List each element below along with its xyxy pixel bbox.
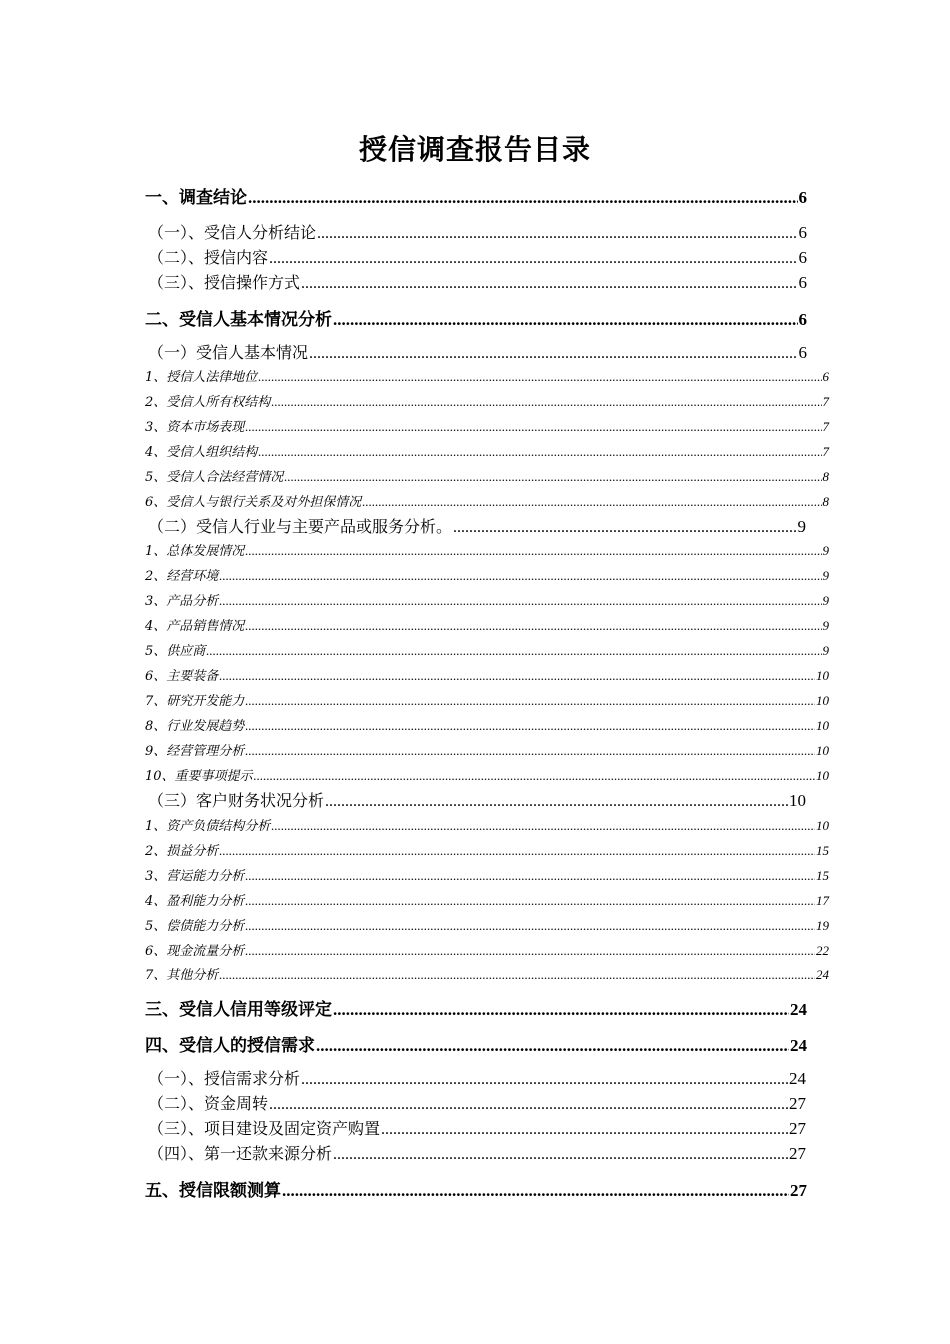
dot-leader (219, 967, 815, 983)
toc-entry-label: 6、现金流量分析 (145, 944, 245, 959)
toc-entry-label: 6、受信人与银行关系及对外担保情况 (145, 495, 362, 510)
dot-leader (381, 1121, 788, 1139)
toc-entry-label: 6、主要装备 (145, 669, 219, 684)
document-title: 授信调查报告目录 (358, 133, 591, 166)
toc-entry-label: （一）、授信需求分析 (148, 1069, 301, 1088)
toc-entry-page-number: 6 (798, 223, 807, 242)
toc-entry[interactable] (148, 514, 806, 537)
toc-entry-label: （二）、资金周转 (148, 1094, 269, 1113)
toc-entry-label: （四）、第一还款来源分析 (148, 1144, 333, 1163)
toc-entry-page-number: 6 (798, 188, 807, 207)
dot-leader (254, 768, 815, 784)
toc-entry-page-number: 7 (822, 394, 829, 409)
toc-entry[interactable] (148, 788, 806, 811)
toc-entry[interactable] (145, 740, 829, 759)
toc-entry-label: 3、资本市场表现 (145, 420, 245, 435)
toc-entry[interactable] (145, 1031, 807, 1056)
dot-leader (317, 225, 797, 243)
dot-leader (245, 893, 815, 909)
dot-leader (453, 519, 796, 537)
toc-entry-label: 10、重要事项提示 (145, 769, 253, 784)
dot-leader (245, 943, 815, 959)
toc-entry-label: （一）受信人基本情况 (148, 343, 309, 362)
toc-entry-page-number: 17 (816, 893, 829, 908)
toc-entry-label: 3、产品分析 (145, 594, 219, 609)
toc-entry-label: 5、供应商 (145, 644, 206, 659)
dot-leader (245, 693, 815, 709)
toc-entry-label: 7、其他分析 (145, 968, 219, 983)
toc-entry[interactable] (145, 915, 829, 934)
toc-entry-page-number: 10 (816, 718, 829, 733)
toc-entry[interactable] (145, 715, 829, 734)
toc-entry[interactable] (145, 690, 829, 709)
toc-entry-page-number: 10 (816, 768, 829, 783)
toc-entry-page-number: 27 (789, 1144, 806, 1163)
toc-entry-page-number: 6 (822, 369, 829, 384)
toc-entry-label: 2、损益分析 (145, 844, 219, 859)
dot-leader (333, 1000, 789, 1020)
dot-leader (333, 1146, 788, 1164)
toc-entry-page-number: 6 (798, 248, 807, 267)
dot-leader (245, 543, 821, 559)
toc-entry[interactable] (145, 665, 829, 684)
toc-entry[interactable] (145, 765, 829, 784)
toc-entry-page-number: 10 (816, 668, 829, 683)
toc-entry[interactable] (145, 615, 829, 634)
toc-entry-page-number: 15 (816, 843, 829, 858)
toc-entry-page-number: 8 (822, 469, 829, 484)
dot-leader (271, 394, 821, 410)
toc-entry-label: （一）、受信人分析结论 (148, 223, 317, 242)
toc-entry[interactable] (145, 840, 829, 859)
toc-entry-page-number: 27 (790, 1181, 807, 1200)
dot-leader (271, 818, 815, 834)
toc-entry[interactable] (148, 220, 807, 243)
toc-entry-page-number: 10 (816, 818, 829, 833)
toc-entry-label: 9、经营管理分析 (145, 744, 245, 759)
toc-entry[interactable] (145, 1176, 807, 1201)
dot-leader (245, 918, 815, 934)
toc-entry-page-number: 6 (798, 343, 807, 362)
toc-entry-label: 5、偿债能力分析 (145, 919, 245, 934)
toc-entry-label: 3、营运能力分析 (145, 869, 245, 884)
toc-entry-label: （三）、授信操作方式 (148, 273, 301, 292)
dot-leader (206, 643, 821, 659)
dot-leader (301, 1071, 788, 1089)
toc-entry-page-number: 27 (789, 1094, 806, 1113)
toc-entry-page-number: 24 (816, 967, 829, 982)
toc-entry-page-number: 7 (822, 419, 829, 434)
dot-leader (245, 718, 815, 734)
dot-leader (245, 868, 815, 884)
dot-leader (284, 469, 821, 485)
toc-entry-label: （三）客户财务状况分析 (148, 791, 325, 810)
toc-entry[interactable] (145, 466, 829, 485)
toc-entry-page-number: 9 (822, 593, 829, 608)
dot-leader (269, 250, 797, 268)
toc-entry[interactable] (145, 995, 807, 1020)
toc-entry-label: 一、调查结论 (145, 188, 247, 208)
dot-leader (245, 419, 821, 435)
dot-leader (219, 843, 815, 859)
toc-entry-label: 1、总体发展情况 (145, 544, 245, 559)
dot-leader (269, 1096, 788, 1114)
toc-entry[interactable] (145, 305, 807, 330)
toc-entry[interactable] (148, 1141, 806, 1164)
dot-leader (258, 369, 821, 385)
toc-entry-label: 五、授信限额测算 (145, 1181, 281, 1201)
toc-entry-page-number: 9 (822, 643, 829, 658)
dot-leader (362, 494, 821, 510)
toc-entry-label: （三）、项目建设及固定资产购置 (148, 1119, 381, 1138)
toc-entry-page-number: 10 (816, 743, 829, 758)
toc-entry[interactable] (145, 540, 829, 559)
toc-entry-label: 4、产品销售情况 (145, 619, 245, 634)
dot-leader (219, 568, 821, 584)
toc-entry-page-number: 24 (789, 1069, 806, 1088)
toc-entry[interactable] (145, 565, 829, 584)
toc-entry[interactable] (145, 815, 829, 834)
toc-entry-label: 二、受信人基本情况分析 (145, 310, 332, 330)
toc-entry[interactable] (148, 245, 807, 268)
toc-entry-page-number: 27 (789, 1119, 806, 1138)
toc-entry[interactable] (145, 391, 829, 410)
toc-entry-page-number: 10 (789, 791, 806, 810)
toc-entry-label: 7、研究开发能力 (145, 694, 245, 709)
toc-entry[interactable] (145, 590, 829, 609)
toc-entry-page-number: 7 (822, 444, 829, 459)
dot-leader (282, 1181, 789, 1201)
dot-leader (316, 1036, 789, 1056)
toc-entry-label: 5、受信人合法经营情况 (145, 470, 284, 485)
toc-entry[interactable] (145, 491, 829, 510)
toc-entry-page-number: 24 (790, 1000, 807, 1019)
toc-entry-page-number: 6 (798, 310, 807, 329)
toc-entry[interactable] (145, 964, 829, 983)
toc-entry-label: 2、受信人所有权结构 (145, 395, 271, 410)
toc-entry[interactable] (145, 940, 829, 959)
toc-entry-label: 4、受信人组织结构 (145, 445, 258, 460)
toc-entry[interactable] (145, 416, 829, 435)
dot-leader (219, 668, 815, 684)
toc-entry-label: 8、行业发展趋势 (145, 719, 245, 734)
toc-entry[interactable] (145, 890, 829, 909)
toc-entry-label: 四、受信人的授信需求 (145, 1036, 315, 1056)
dot-leader (309, 345, 797, 363)
toc-entry-page-number: 9 (822, 543, 829, 558)
toc-entry-page-number: 8 (822, 494, 829, 509)
toc-entry[interactable] (148, 340, 807, 363)
toc-entry-page-number: 6 (798, 273, 807, 292)
toc-entry-label: 4、盈利能力分析 (145, 894, 245, 909)
dot-leader (333, 310, 798, 330)
dot-leader (219, 593, 821, 609)
toc-entry-label: 2、经营环境 (145, 569, 219, 584)
toc-entry-page-number: 9 (822, 568, 829, 583)
toc-entry-label: （二）、授信内容 (148, 248, 269, 267)
dot-leader (245, 743, 815, 759)
toc-entry-page-number: 9 (822, 618, 829, 633)
dot-leader (258, 444, 821, 460)
toc-entry-label: 1、授信人法律地位 (145, 370, 258, 385)
toc-entry-page-number: 15 (816, 868, 829, 883)
toc-entry[interactable] (148, 1116, 806, 1139)
toc-entry[interactable] (148, 270, 807, 293)
toc-entry[interactable] (148, 1091, 806, 1114)
toc-entry-label: （二）受信人行业与主要产品或服务分析。 (148, 517, 453, 536)
toc-entry[interactable] (148, 1066, 806, 1089)
toc-entry-label: 三、受信人信用等级评定 (145, 1000, 332, 1020)
toc-entry-page-number: 24 (790, 1036, 807, 1055)
dot-leader (245, 618, 821, 634)
toc-entry-label: 1、资产负债结构分析 (145, 819, 271, 834)
toc-entry[interactable] (145, 366, 829, 385)
toc-entry-page-number: 22 (816, 943, 829, 958)
dot-leader (248, 188, 798, 208)
toc-entry-page-number: 9 (797, 517, 806, 536)
toc-entry[interactable] (145, 441, 829, 460)
toc-entry[interactable] (145, 865, 829, 884)
toc-entry[interactable] (145, 640, 829, 659)
dot-leader (301, 275, 797, 293)
toc-entry-page-number: 19 (816, 918, 829, 933)
toc-entry[interactable] (145, 183, 807, 208)
dot-leader (325, 793, 788, 811)
toc-entry-page-number: 10 (816, 693, 829, 708)
